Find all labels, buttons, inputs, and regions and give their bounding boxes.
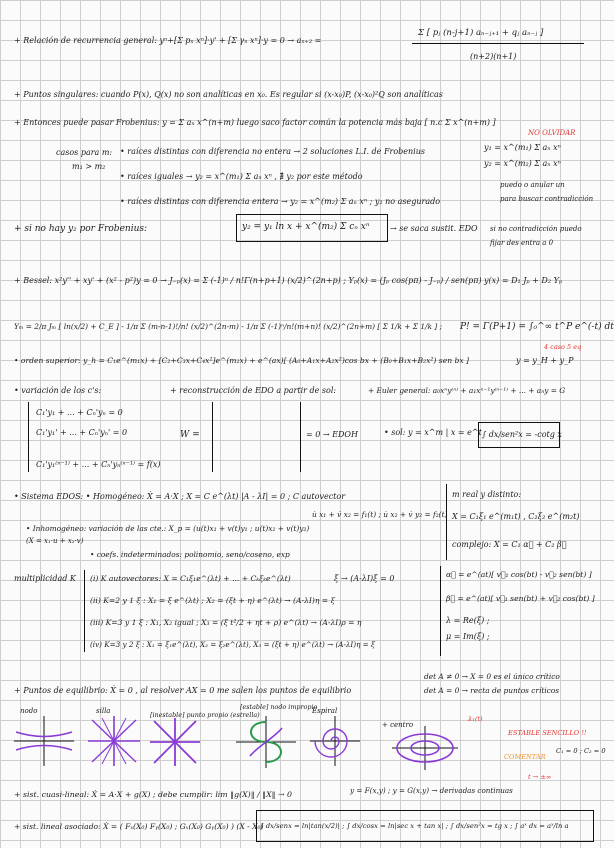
y2-formula: y₂ = y₁ ln x + x^(m₂) Σ cₙ xⁿ: [242, 222, 370, 232]
alpha-vector: α⃗ = e^(at)[ v⃗₁ cos(bt) - v⃗₂ sen(bt) ]: [446, 570, 592, 579]
gamma-function: P! = Γ(P+1) = ∫₀^∞ t^P e^(-t) dt: [460, 322, 614, 332]
fix-zero-note: fijar des entra a 0: [490, 239, 554, 247]
inhomogeneous: • Inhomogéneo: variación de las cte.: X_p = (u(t)x₁ + v(t)y₁ ; u(t)x₂ + v(t)y₂): [26, 524, 310, 533]
dont-forget-note: NO OLVIDAR: [528, 129, 576, 137]
variation-eqn: C₁'y₁⁽ⁿ⁻¹⁾ + ... + Cₙ'yₙ⁽ⁿ⁻¹⁾ = f(x): [36, 460, 161, 469]
bessel-general: y(x) = D₁ Jₚ + D₂ Yₚ: [484, 276, 563, 285]
systems-homogeneous: • Sistema EDOS: • Homogéneo: Ẋ = A·X ; X = C e^(λt) |A - λI| = 0 ; C autovector: [14, 492, 346, 501]
node-label: nodo: [20, 707, 38, 715]
time-note: t → ±∞: [528, 773, 552, 781]
improper-node-label: [estable] nodo impropio: [240, 703, 318, 711]
case-distinct-nonint: • raíces distintas con diferencia no entera → 2 soluciones L.I. de Frobenius: [120, 147, 425, 156]
bessel-ym: Yₘ = 2/π Jₘ [ ln(x/2) + C_E ] - 1/π Σ (m-n-1)!/n! (x/2)^(2n-m) - 1/π Σ (-1)ⁿ/n!(m+n)! (x/2)^(2n+m) [ Σ 1/k + Σ 1/k ] ;: [14, 322, 443, 331]
real-solution: X = C₁ξ₁ e^(m₁t) , C₂ξ₂ e^(m₂t): [452, 512, 580, 521]
higher-order: • orden superior: y_h = C₁e^(m₁x) + [C₂+C₃x+C₄x²]e^(m₂x) + e^(ax)[ (A₀+A₁x+A₂x²)cos bx + (B₀+B₁x+B₂x²) sen bx ]: [14, 356, 470, 365]
recurrence-relation: + Relación de recurrencia general: yⁿ+[Σ pₙ xⁿ]·y' + [Σ γₙ xⁿ]·y = 0 → aₙ₊₂ =: [14, 36, 322, 45]
no-contradiction-note: si no contradicción puedo: [490, 225, 582, 233]
integral-cot: ∫ dx/sen²x = -cotg x: [482, 430, 562, 439]
multiplicity-bar: [84, 570, 85, 652]
no-y2-frobenius: + si no hay y₂ por Frobenius:: [14, 224, 148, 234]
cases-condition: m₁ > m₂: [72, 162, 106, 171]
center-label: + centro: [382, 721, 414, 729]
recurrence-numerator: Σ [ pⱼ (n-j+1) aₙ₋ⱼ₊₁ + qⱼ aₙ₋ⱼ ]: [418, 28, 544, 38]
bessel-equation: + Bessel: x²y'' + xy' + (x² - p²)y = 0 → J₋ₚ(x) = Σ (-1)ⁿ / n!Γ(n+p+1) (x/2)^(2n+p) ; Yₚ(x) = (Jₚ cos(pπ) - J₋ₚ) / sen(pπ): [14, 276, 482, 285]
star-portrait: [150, 718, 200, 766]
contradiction-note: para buscar contradicción: [500, 195, 594, 203]
recurrence-denominator: (n+2)(n+1): [470, 52, 517, 61]
continuous-derivatives: y = F(x,y) ; y = G(x,y) → derivadas continuas: [350, 786, 513, 795]
variation-eq1: C₁'y₁ + ... + Cₙ'yₙ = 0: [36, 408, 123, 417]
linear-associated: + sist. lineal asociado: Ẋ = ( Fₓ(X₀) Fᵧ(X₀) ; Gₓ(X₀) Gᵧ(X₀) ) (X - X₀): [14, 822, 264, 831]
frobenius-y2: y₂ = x^(m₂) Σ aₙ xⁿ: [484, 159, 561, 168]
mult-case-4: (iv) K=3 y 2 ξ : X₁ = ξ₁e^(λt), X₂ = ξ₂e^(λt), X₃ = (ξt + η) e^(λt) → (A-λI)η = ξ: [90, 640, 375, 649]
real-distinct: m real y distinto:: [452, 490, 522, 499]
star-label: [inestable] punto propio (estrella): [150, 711, 260, 719]
spiral-label: Espiral: [312, 707, 338, 715]
complex-solution: complejo: X = C₁ α⃗ + C₂ β⃗: [452, 540, 567, 549]
eigen-relation: ξ → (A-λI)ξ = 0: [334, 574, 395, 583]
improper-node-portrait: [236, 716, 296, 768]
stable-note: ESTABLE SENCILLO !!: [508, 729, 587, 737]
node-portrait: [14, 716, 74, 766]
det-left: [212, 402, 213, 472]
variation-title: • variación de los c's:: [14, 386, 102, 395]
variation-eq2: C₁'y₁' + ... + Cₙ'yₙ' = 0: [36, 428, 128, 437]
system-brace: [28, 402, 29, 472]
reconstruction-title: + reconstrucción de EDO a partir de sol:: [170, 386, 337, 395]
saddle-portrait: [88, 716, 140, 766]
inhomogeneous-system: u̇ x₁ + v̇ x₂ = f₁(t) ; u̇ x₂ + v̇ y₂ = f₂(t): [312, 510, 448, 519]
constants-note: C₁ = 0 ; C₂ = 0: [556, 747, 606, 755]
undetermined-coefs: • coefs. indeterminados: polinomio, seno/coseno, exp: [90, 550, 290, 559]
case-equal-roots: • raíces iguales → y₂ = x^(m₁) Σ aₙ xⁿ , ∄ y₂ por este método: [120, 172, 363, 181]
equilibrium-points: + Puntos de equilibrio: Ẋ = 0 , al resolver AX = 0 me salen los puntos de equilibrio: [14, 686, 352, 695]
fraction-bar: [412, 43, 584, 44]
singular-points: + Puntos singulares: cuando P(x), Q(x) no son analíticas en x₀. Es regular si (x-x₀)P, (x-x₀)²Q son analíticas: [14, 90, 443, 99]
case-distinct-int: • raíces distintas con diferencia entera → y₂ = x^(m₂) Σ aₙ xⁿ ; y₂ no asegurado: [120, 197, 441, 206]
det-zero: det A = 0 → recta de puntos críticos: [424, 686, 560, 695]
euler-general: + Euler general: a₀xⁿy⁽ⁿ⁾ + a₁xⁿ⁻¹y⁽ⁿ⁻¹⁾ + ... + aₙy = G: [368, 386, 566, 395]
spiral-portrait: [310, 716, 360, 766]
mult-case-3: (iii) K=3 y 1 ξ : X₁, X₂ igual ; X₃ = (ξ t²/2 + ηt + ρ) e^(λt) → (A-λI)ρ = η: [90, 618, 362, 627]
integrals-table: ∫ dx/senx = ln|tan(x/2)| ; ∫ dx/cosx = ln|sec x + tan x| ; ∫ dx/sen²x = tg x ; ∫ aˣ dx = aˣ/ln a: [260, 822, 569, 830]
saddle-label: silla: [96, 707, 111, 715]
det-right: [300, 402, 301, 472]
center-portrait: [392, 726, 458, 770]
mult-case-2: (ii) K=2 y 1 ξ : X₁ = ξ e^(λt) ; X₂ = (ξt + η) e^(λt) → (A-λI)η = ξ: [90, 596, 335, 605]
lambda-note: λ₁(t): [468, 715, 483, 723]
mult-case-1: (i) K autovectores: X = C₁ξ₁e^(λt) + ... + Cₖξₖe^(λt): [90, 574, 291, 583]
multiplicity-label: multiplicidad K: [14, 574, 76, 583]
beta-vector: β⃗ = e^(at)[ v⃗₁ sen(bt) + v⃗₂ cos(bt) ]: [446, 594, 595, 603]
cases-label: casos para m:: [56, 148, 113, 157]
mu-imag: μ = Im(ξ) ;: [446, 632, 490, 641]
edoh-result: = 0 → EDOH: [306, 430, 358, 439]
general-solution: y = y_H + y_P: [516, 356, 574, 365]
frobenius-intro: + Entonces puede pasar Frobenius: y = Σ aₙ x^(n+m) luego saco factor común la potencia más baja [ n.c Σ x^(n+m) ]: [14, 118, 496, 127]
annul-note: puedo o anular un: [500, 181, 565, 189]
wronskian-label: W =: [180, 430, 200, 440]
det-nonzero: det A ≠ 0 → X = 0 es el único crítico: [424, 672, 560, 681]
inhomogeneous-note: (X = x₁·u + x₂·v): [26, 537, 84, 545]
comment-note: COMENTAR: [504, 753, 546, 761]
euler-solution: • sol: y = x^m | x = e^t: [384, 428, 482, 437]
lambda-real: λ = Re(ξ) ;: [446, 616, 490, 625]
substitute-note: → se saca sustit. EDO: [390, 224, 478, 233]
frobenius-y1: y₁ = x^(m₁) Σ aₙ xⁿ: [484, 143, 561, 152]
case-note: 4 caso 5 eq: [544, 343, 582, 351]
quasi-linear: + sist. cuasi-lineal: Ẋ = A·X + g(X) ; debe cumplir: lim ‖g(X)‖ / ‖X‖ → 0: [14, 790, 292, 799]
